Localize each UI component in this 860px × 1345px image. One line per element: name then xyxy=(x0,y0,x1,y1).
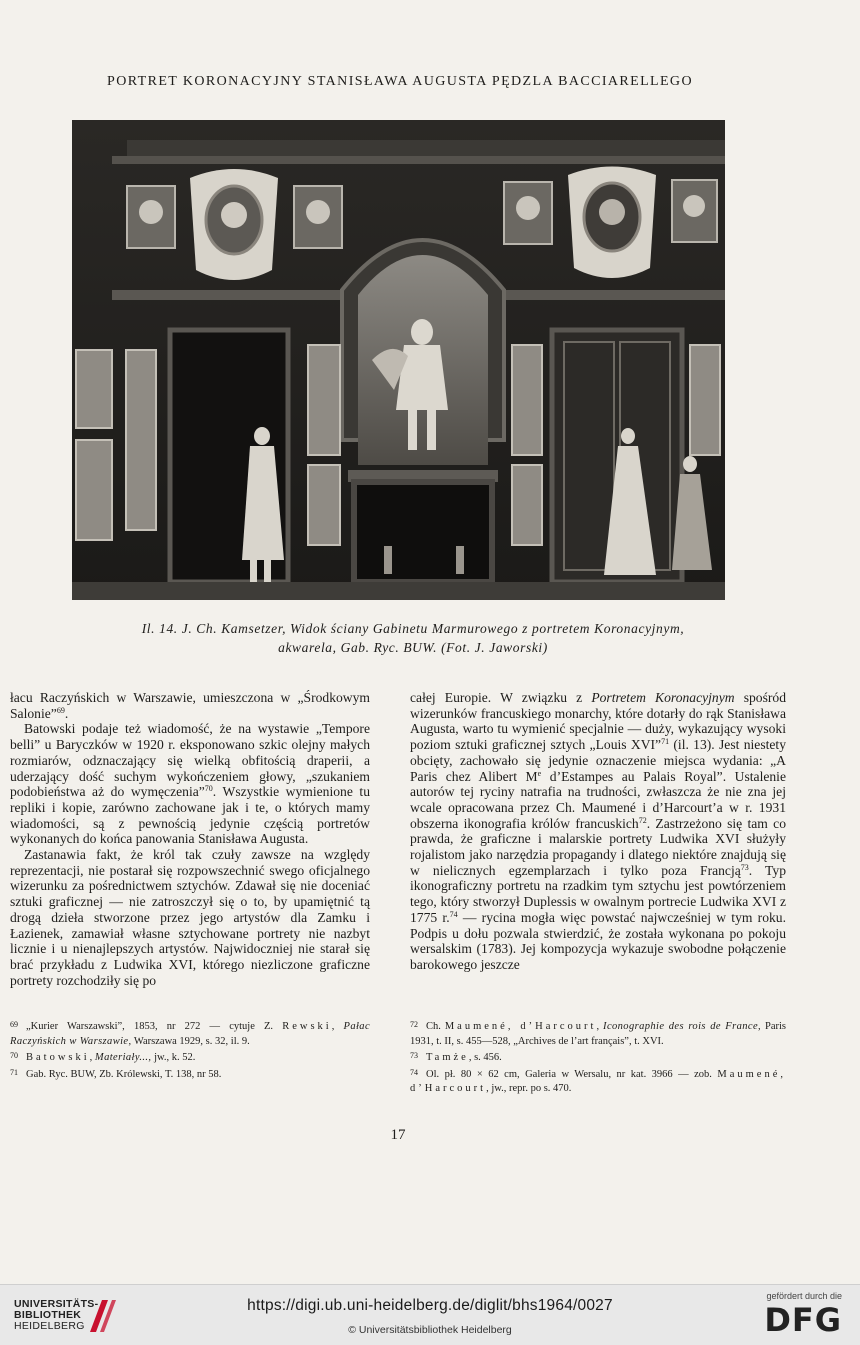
footnote: 73 Tamże, s. 456. xyxy=(410,1051,502,1063)
footnote: 72 Ch. Maumené, d’Harcourt, Iconographie des rois de France, Paris 1931, t. II, s. 455—528, „Archives de l’art français”, t. XVI. xyxy=(410,1020,786,1047)
running-head: PORTRET KORONACYJNY STANISŁAWA AUGUSTA PĘDZLA BACCIARELLEGO xyxy=(107,74,693,89)
caption-line-2: akwarela, Gab. Ryc. BUW. (Fot. J. Jaworski) xyxy=(278,640,548,655)
footnote-ref[interactable]: 72 xyxy=(638,815,647,825)
caption-line-1: Il. 14. J. Ch. Kamsetzer, Widok ściany Gabinetu Marmurowego z portretem Koronacyjnym, xyxy=(141,621,685,636)
watercolor-wall-view xyxy=(72,120,725,600)
footnotes-left xyxy=(10,1018,370,1082)
paragraph: Zastanawia fakt, że król tak czuły zawsze na względy reprezentacji, nie postarał się rozpowszechnić swego oficjalnego wizerunku za pośrednictwem sztychów. Zdawał się nie doceniać sztuki graficznej — nie zatroszczył się o to, by upamiętnić tą drogą dzieła stworzone przez jego artystów dla Zamku i Łazienek, zamawiał własne sztychowane portrety nie nazbyt licznie i u nienajlepszych artystów. Najwidoczniej nie starał się brać przykładu z Ludwika XVI, którego niezliczone graficzne portrety rozchodziły się po xyxy=(10,847,370,988)
footnote: 69 „Kurier Warszawski”, 1853, nr 272 — cytuje Z. Rewski, Pałac Raczyńskich w Warszawie, Warszawa 1929, s. 32, il. 9. xyxy=(10,1020,371,1047)
footnote-ref[interactable]: 74 xyxy=(449,909,458,919)
library-logo-text[interactable]: UNIVERSITÄTS- BIBLIOTHEK HEIDELBERG xyxy=(14,1298,99,1332)
footnotes-right xyxy=(410,1018,786,1097)
copyright-notice: © Universitätsbibliothek Heidelberg xyxy=(348,1324,512,1336)
footnote-ref[interactable]: 71 xyxy=(661,737,670,747)
body-column-left xyxy=(10,690,370,988)
footnote: 71 Gab. Ryc. BUW, Zb. Królewski, T. 138, nr 58. xyxy=(10,1067,222,1080)
paragraph: łacu Raczyńskich w Warszawie, umieszczona w „Środkowym Salonie”$^{69}$. xyxy=(10,690,370,721)
body-column-right xyxy=(410,690,786,973)
footnote: 74 Ol. pł. 80 × 62 cm, Galeria w Wersalu, nr kat. 3966 — zob. Maumené, d’Harcourt, jw., repr. po s. 470. xyxy=(410,1067,786,1094)
page-number: 17 xyxy=(390,1127,406,1143)
library-logo-icon[interactable] xyxy=(86,1294,120,1336)
funder-note: gefördert durch die xyxy=(766,1291,842,1301)
viewer-footer xyxy=(0,1284,860,1345)
paragraph: całej Europie. W związku z Portretem Koronacyjnym spośród wizerunków francuskiego monarchy, które dotarły do rąk Stanisława Augusta, warto tu wymienić specjalnie — duży, wykazujący wysoki poziom sztuki graficznej sztych „Louis XVI”$^{71}$ (il. 13). Jest niestety obcięty, zachowało się jedynie oznaczenie miejsca wydania: „A Paris chez Alibert Me d’Estampes au Palais Royal”. Ustalenie autorów tej ryciny natrafia na trudności, zwłaszcza że nie zna jej wcale opracowana przez Ch. Maumené i d’Harcourt’a w r. 1931 obszerna ikonografia królów francuskich$^{72}$. Zastrzeżono się tam co prawda, że graficzne i malarskie portrety Ludwika XVI służyły rojalistom jako narzędzia propagandy i dlatego niektóre znajdują się w nielicznych egzemplarzach i tylko poza Francją$^{73}$. Typ ikonograficzny portretu na rzadkim tym sztychu jest powtórzeniem tego, który stworzył Duplessis w owalnym portrecie Ludwika XVI z 1775 r.$^{74}$ — rycina mogła więc powstać najwcześniej w tym roku. Podpis u dołu pozwala stwierdzić, że została wykonana po pokoju wersalskim (1783). Jej kompozycja wykazuje swobodne połączenie barokowego jeszcze xyxy=(410,690,787,972)
figure-caption xyxy=(40,619,786,657)
permalink-url[interactable]: https://digi.ub.uni-heidelberg.de/diglit/bhs1964/0027 xyxy=(247,1297,613,1314)
footnote-ref[interactable]: 73 xyxy=(740,862,749,872)
illustration-plate xyxy=(72,120,725,600)
footnote-ref[interactable]: 69 xyxy=(56,705,65,715)
paragraph: Batowski podaje też wiadomość, że na wystawie „Tempore belli” u Baryczków w 1920 r. eksponowano szkic olejny małych rozmiarów, odznaczający się wielką obfitością draperii, a uderzający dość suchym wykończeniem głowy, „szukaniem podobieństwa aż do wymęczenia”$^{70}$. Wszystkie wymienione tu repliki i kopie, zarówno zachowane jak i te, o których mamy wiadomości, są z pewnością jedynie częścią portretów wykonanych do końca panowania Stanisława Augusta. xyxy=(10,721,371,847)
footnote-ref[interactable]: 70 xyxy=(204,784,213,794)
dfg-logo[interactable]: DFG xyxy=(764,1301,842,1339)
footnote: 70 Batowski, Materiały..., jw., k. 52. xyxy=(10,1051,196,1063)
